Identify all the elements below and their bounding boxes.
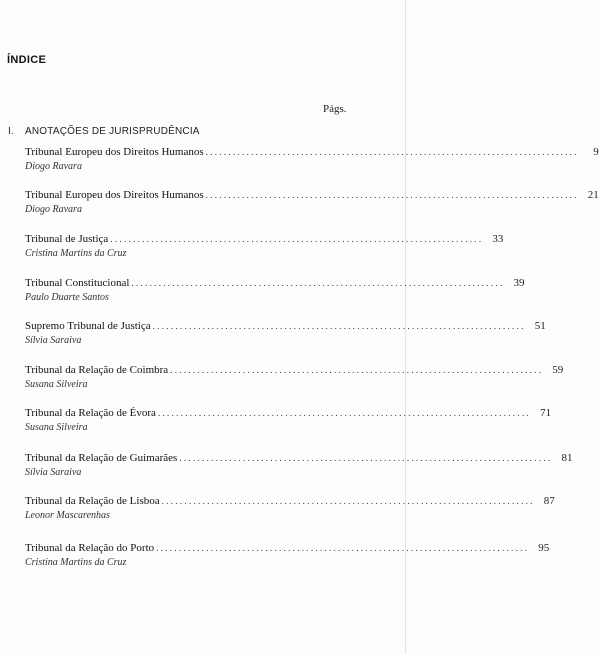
dot-leader: .................................................................................. [170, 365, 544, 375]
toc-entry-page: 21 [587, 189, 599, 201]
section-title: ANOTAÇÕES DE JURISPRUDÊNCIA [25, 126, 200, 137]
toc-entry-title: Tribunal de Justiça [25, 233, 109, 245]
pages-column-label: Págs. [323, 103, 347, 115]
toc-entry-line [25, 319, 546, 333]
toc-entry-page: 33 [492, 233, 504, 245]
toc-entry-title: Supremo Tribunal de Justiça [25, 320, 151, 332]
dot-leader: .................................................................................. [152, 321, 526, 331]
dot-leader: .................................................................................. [110, 234, 484, 244]
toc-entry-title: Tribunal da Relação de Lisboa [25, 495, 160, 507]
dot-leader: .................................................................................. [157, 408, 532, 418]
toc-entry[interactable] [25, 319, 546, 347]
page-title: ÍNDICE [7, 54, 47, 66]
toc-entry[interactable] [25, 188, 599, 216]
toc-entry-line [25, 276, 525, 290]
section-number: I. [8, 126, 14, 137]
toc-entry-page: 59 [552, 364, 564, 376]
dot-leader: .................................................................................. [161, 496, 535, 506]
toc-entry-author: Susana Silveira [25, 379, 88, 390]
dot-leader: .................................................................................. [205, 190, 579, 200]
toc-entry[interactable] [25, 494, 555, 522]
toc-entry-line [25, 363, 564, 377]
toc-entry-line [25, 188, 599, 202]
toc-entry-author: Diogo Ravara [25, 204, 82, 215]
toc-entry-author: Paulo Duarte Santos [25, 292, 109, 303]
toc-entry[interactable] [25, 451, 573, 479]
toc-entry-author: Sílvia Saraiva [25, 467, 82, 478]
toc-entry-page: 39 [513, 277, 525, 289]
dot-leader: .................................................................................. [179, 453, 553, 463]
toc-entry-page: 81 [561, 452, 573, 464]
toc-entry-author: Cristina Martins da Cruz [25, 248, 127, 259]
toc-entry-title: Tribunal Europeu dos Direitos Humanos [25, 189, 204, 201]
dot-leader: .................................................................................. [156, 543, 530, 553]
toc-entry-page: 95 [538, 542, 550, 554]
toc-entry-title: Tribunal da Relação de Coimbra [25, 364, 169, 376]
toc-entry-author: Sílvia Saraiva [25, 335, 82, 346]
toc-entry[interactable] [25, 232, 504, 260]
toc-entry-author: Susana Silveira [25, 422, 88, 433]
toc-entry-page: 71 [540, 407, 552, 419]
toc-entry-title: Tribunal da Relação de Évora [25, 407, 156, 419]
toc-entry-line [25, 145, 599, 159]
toc-entry-title: Tribunal Constitucional [25, 277, 130, 289]
toc-entry-author: Leonor Mascarenhas [25, 510, 110, 521]
toc-entry-title: Tribunal da Relação do Porto [25, 542, 155, 554]
toc-entry-page: 9 [593, 146, 599, 158]
toc-entry-author: Cristina Martins da Cruz [25, 557, 127, 568]
toc-entry-title: Tribunal da Relação de Guimarães [25, 452, 178, 464]
toc-entry[interactable] [25, 276, 525, 304]
dot-leader: .................................................................................. [205, 147, 579, 157]
toc-entry-author: Diogo Ravara [25, 161, 82, 172]
toc-entry-line [25, 451, 573, 465]
toc-entry[interactable] [25, 363, 564, 391]
toc-entry-line [25, 232, 504, 246]
toc-entry-page: 87 [543, 495, 555, 507]
toc-entry[interactable] [25, 541, 550, 569]
toc-entry[interactable] [25, 145, 599, 173]
toc-entry-page: 51 [534, 320, 546, 332]
toc-entry-line [25, 541, 550, 555]
toc-entry[interactable] [25, 406, 552, 434]
toc-entry-title: Tribunal Europeu dos Direitos Humanos [25, 146, 204, 158]
toc-entry-line [25, 494, 555, 508]
toc-entry-line [25, 406, 552, 420]
dot-leader: .................................................................................. [131, 278, 505, 288]
